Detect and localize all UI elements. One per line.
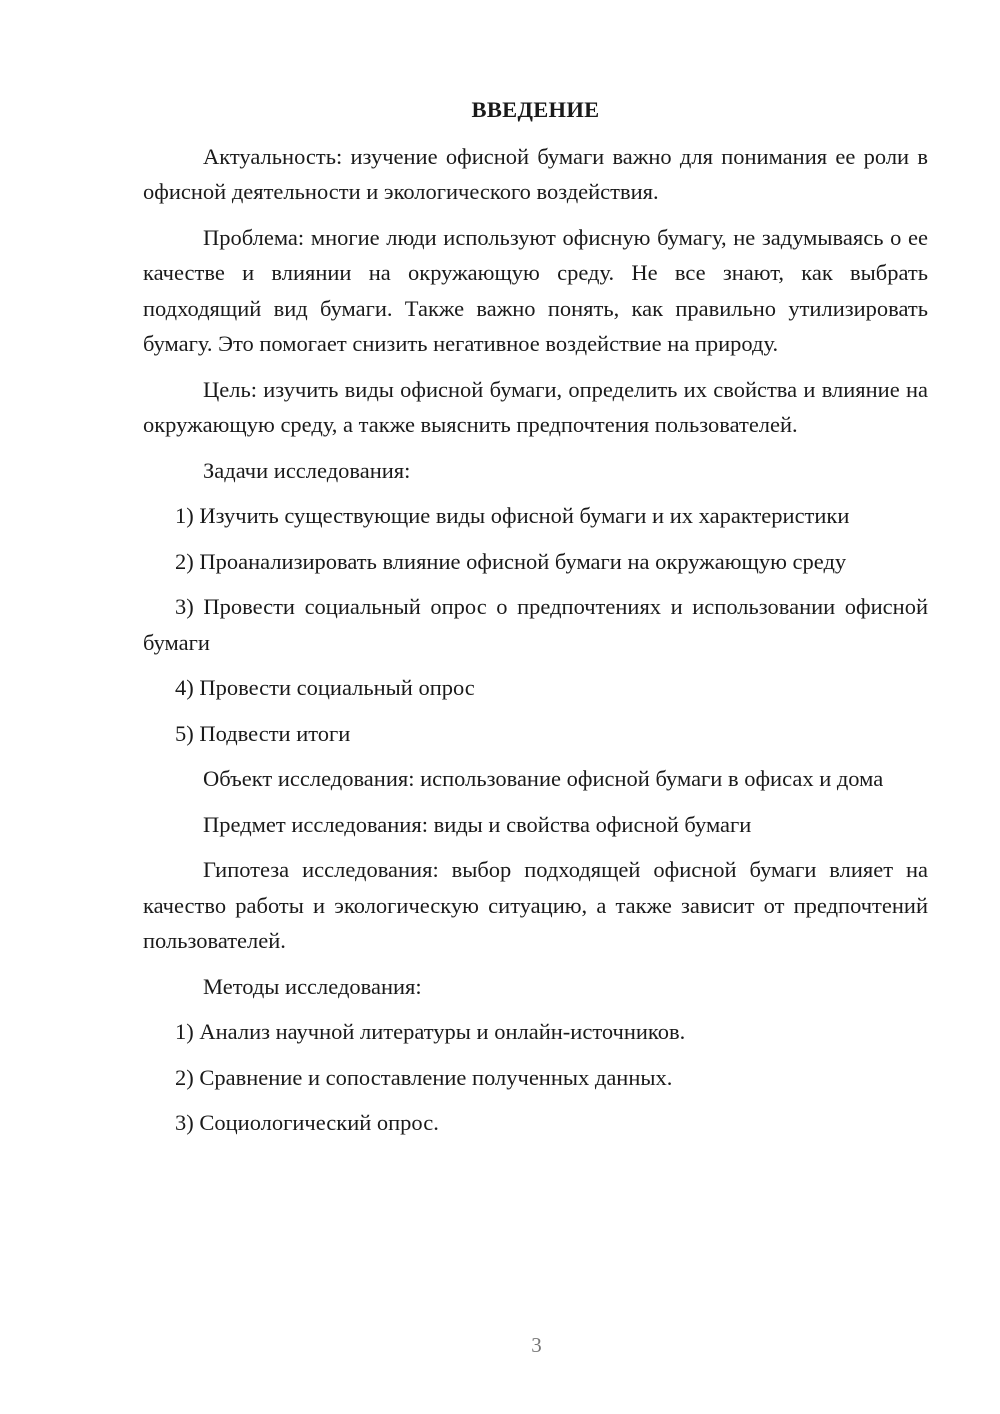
relevance-paragraph: Актуальность: изучение офисной бумаги важно для понимания ее роли в офисной деятельности и экологического воздействия. <box>143 143 928 204</box>
problem-paragraph: Проблема: многие люди используют офисную бумагу, не задумываясь о ее качестве и влиянии на окружающую среду. Не все знают, как выбрать подходящий вид бумаги. Также важно понять, как правильно утилизировать бумагу. Это помогает снизить негативное воздействие на природу. <box>143 224 928 356</box>
page-number: 3 <box>531 1333 542 1357</box>
goal-paragraph: Цель: изучить виды офисной бумаги, определить их свойства и влияние на окружающую среду, а также выяснить предпочтения пользователей. <box>143 376 928 437</box>
tasks-heading: Задачи исследования: <box>203 457 411 483</box>
subject-paragraph: Предмет исследования: виды и свойства офисной бумаги <box>203 811 752 837</box>
hypothesis-paragraph: Гипотеза исследования: выбор подходящей офисной бумаги влияет на качество работы и экологическую ситуацию, а также зависит от предпочтений пользователей. <box>143 857 928 953</box>
method-item: 1) Анализ научной литературы и онлайн-источников. <box>175 1019 686 1044</box>
section-heading: ВВЕДЕНИЕ <box>471 97 600 122</box>
task-item: 4) Провести социальный опрос <box>175 675 475 700</box>
object-paragraph: Объект исследования: использование офисной бумаги в офисах и дома <box>203 766 884 791</box>
task-item: 2) Проанализировать влияние офисной бумаги на окружающую среду <box>175 548 847 574</box>
task-item: 3) Провести социальный опрос о предпочтениях и использовании офисной бумаги <box>143 594 928 655</box>
methods-heading: Методы исследования: <box>203 973 422 999</box>
task-item: 5) Подвести итоги <box>175 720 351 746</box>
method-item: 3) Социологический опрос. <box>175 1110 439 1135</box>
task-item: 1) Изучить существующие виды офисной бумаги и их характеристики <box>175 503 850 528</box>
method-item: 2) Сравнение и сопоставление полученных данных. <box>175 1064 673 1090</box>
page-content <box>143 92 928 1151</box>
